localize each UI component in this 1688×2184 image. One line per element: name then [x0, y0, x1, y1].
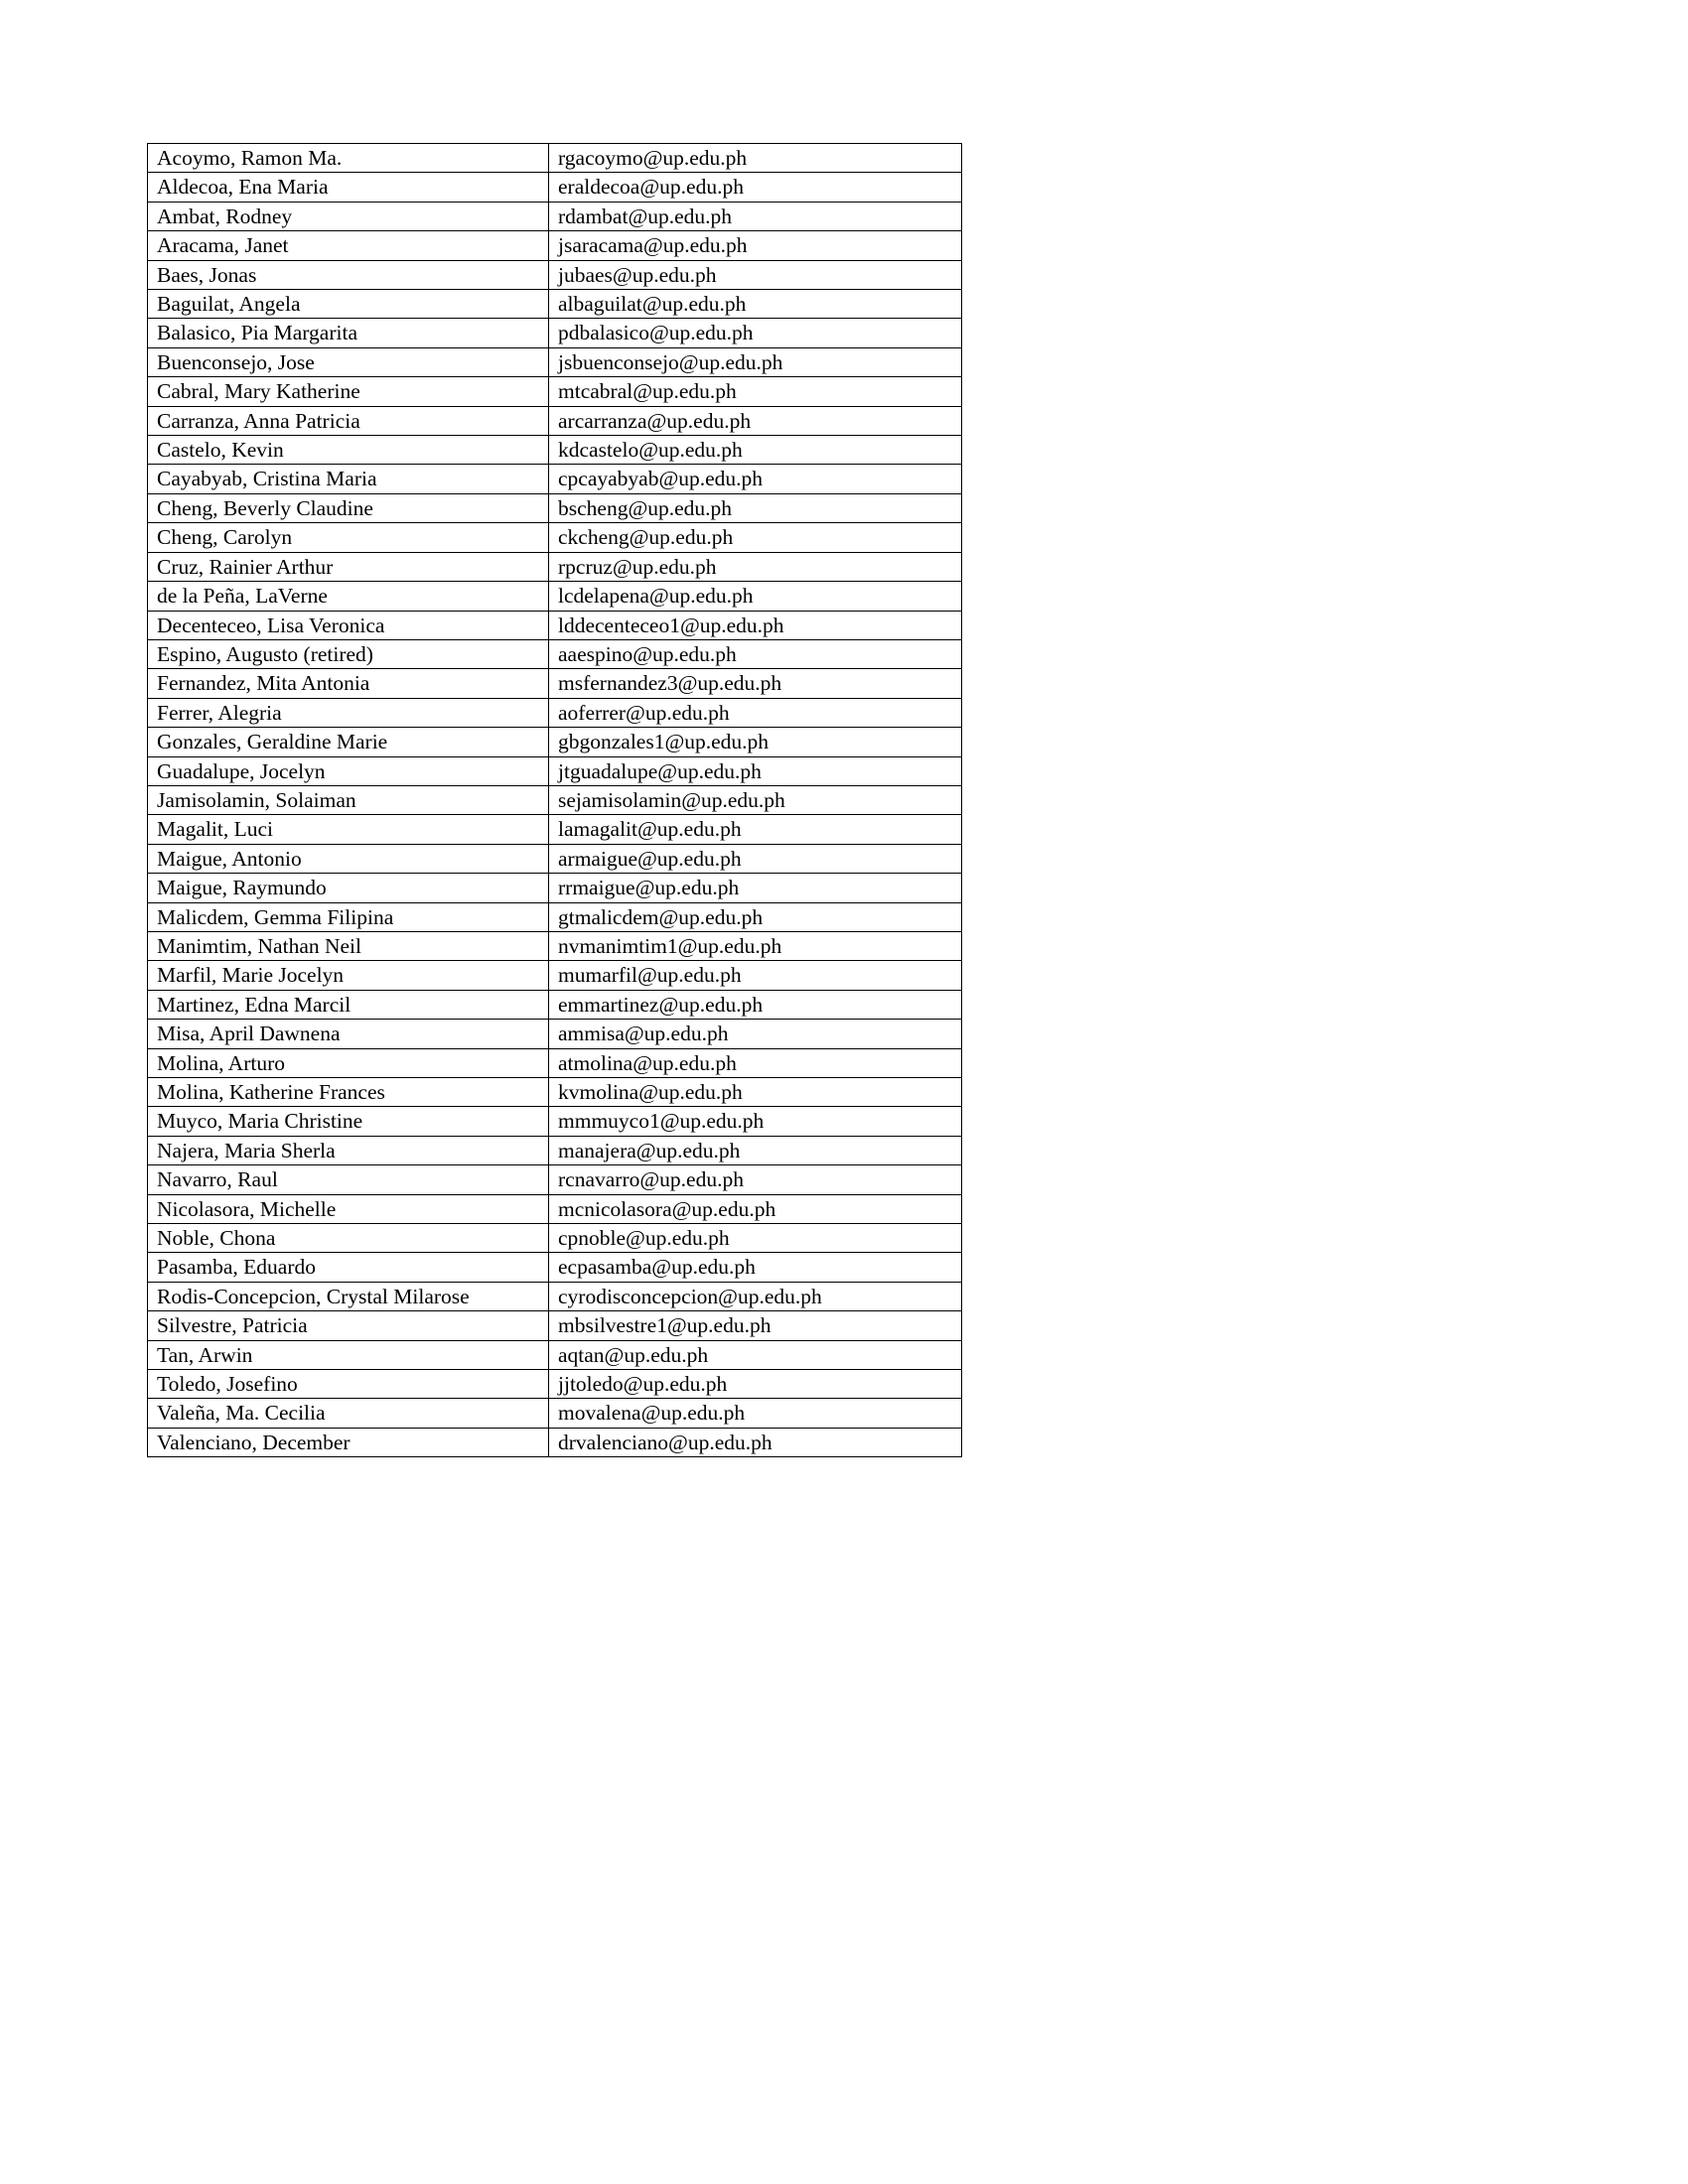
- cell-email-address: rcnavarro@up.edu.ph: [549, 1165, 962, 1194]
- cell-person-name: Maigue, Raymundo: [148, 874, 549, 902]
- cell-email-address: atmolina@up.edu.ph: [549, 1048, 962, 1077]
- cell-person-name: Navarro, Raul: [148, 1165, 549, 1194]
- cell-person-name: Fernandez, Mita Antonia: [148, 669, 549, 698]
- cell-person-name: Baes, Jonas: [148, 260, 549, 289]
- cell-email-address: emmartinez@up.edu.ph: [549, 990, 962, 1019]
- table-row: [148, 756, 962, 785]
- cell-email-address: rgacoymo@up.edu.ph: [549, 144, 962, 173]
- cell-email-address: drvalenciano@up.edu.ph: [549, 1428, 962, 1456]
- table-row: [148, 874, 962, 902]
- cell-person-name: Molina, Arturo: [148, 1048, 549, 1077]
- table-row: [148, 611, 962, 639]
- table-row: [148, 815, 962, 844]
- table-row: [148, 406, 962, 435]
- cell-person-name: Valeña, Ma. Cecilia: [148, 1399, 549, 1428]
- table-body: [148, 144, 962, 1457]
- table-row: [148, 844, 962, 873]
- cell-person-name: Buenconsejo, Jose: [148, 347, 549, 376]
- cell-person-name: Cheng, Beverly Claudine: [148, 493, 549, 522]
- cell-person-name: Molina, Katherine Frances: [148, 1078, 549, 1107]
- table-row: [148, 1048, 962, 1077]
- cell-person-name: Acoymo, Ramon Ma.: [148, 144, 549, 173]
- table-row: [148, 1136, 962, 1164]
- table-row: [148, 785, 962, 814]
- cell-person-name: Gonzales, Geraldine Marie: [148, 728, 549, 756]
- cell-person-name: Cheng, Carolyn: [148, 523, 549, 552]
- cell-email-address: armaigue@up.edu.ph: [549, 844, 962, 873]
- cell-email-address: manajera@up.edu.ph: [549, 1136, 962, 1164]
- cell-email-address: mcnicolasora@up.edu.ph: [549, 1194, 962, 1223]
- table-row: [148, 1165, 962, 1194]
- cell-email-address: aaespino@up.edu.ph: [549, 639, 962, 668]
- cell-email-address: kvmolina@up.edu.ph: [549, 1078, 962, 1107]
- cell-person-name: Cayabyab, Cristina Maria: [148, 465, 549, 493]
- cell-email-address: nvmanimtim1@up.edu.ph: [549, 931, 962, 960]
- table-row: [148, 582, 962, 611]
- cell-person-name: Najera, Maria Sherla: [148, 1136, 549, 1164]
- table-row: [148, 290, 962, 319]
- cell-email-address: jjtoledo@up.edu.ph: [549, 1370, 962, 1399]
- table-row: [148, 1282, 962, 1310]
- cell-email-address: jsbuenconsejo@up.edu.ph: [549, 347, 962, 376]
- cell-person-name: Noble, Chona: [148, 1224, 549, 1253]
- cell-person-name: Pasamba, Eduardo: [148, 1253, 549, 1282]
- cell-email-address: cpnoble@up.edu.ph: [549, 1224, 962, 1253]
- cell-person-name: Maigue, Antonio: [148, 844, 549, 873]
- cell-email-address: cpcayabyab@up.edu.ph: [549, 465, 962, 493]
- cell-email-address: eraldecoa@up.edu.ph: [549, 173, 962, 202]
- cell-email-address: jubaes@up.edu.ph: [549, 260, 962, 289]
- cell-email-address: albaguilat@up.edu.ph: [549, 290, 962, 319]
- cell-email-address: pdbalasico@up.edu.ph: [549, 319, 962, 347]
- table-row: [148, 1311, 962, 1340]
- table-row: [148, 1107, 962, 1136]
- cell-email-address: aqtan@up.edu.ph: [549, 1340, 962, 1369]
- cell-person-name: Malicdem, Gemma Filipina: [148, 902, 549, 931]
- cell-email-address: bscheng@up.edu.ph: [549, 493, 962, 522]
- cell-person-name: Aracama, Janet: [148, 231, 549, 260]
- cell-person-name: Ambat, Rodney: [148, 202, 549, 230]
- cell-person-name: Baguilat, Angela: [148, 290, 549, 319]
- cell-person-name: Cruz, Rainier Arthur: [148, 552, 549, 581]
- table-row: [148, 728, 962, 756]
- cell-email-address: rpcruz@up.edu.ph: [549, 552, 962, 581]
- cell-person-name: Rodis-Concepcion, Crystal Milarose: [148, 1282, 549, 1310]
- table-row: [148, 173, 962, 202]
- cell-email-address: movalena@up.edu.ph: [549, 1399, 962, 1428]
- cell-person-name: Espino, Augusto (retired): [148, 639, 549, 668]
- cell-person-name: Aldecoa, Ena Maria: [148, 173, 549, 202]
- cell-email-address: aoferrer@up.edu.ph: [549, 698, 962, 727]
- cell-email-address: lamagalit@up.edu.ph: [549, 815, 962, 844]
- table-row: [148, 552, 962, 581]
- cell-email-address: gtmalicdem@up.edu.ph: [549, 902, 962, 931]
- table-row: [148, 377, 962, 406]
- table-row: [148, 260, 962, 289]
- cell-person-name: Tan, Arwin: [148, 1340, 549, 1369]
- table-row: [148, 1078, 962, 1107]
- table-row: [148, 1253, 962, 1282]
- cell-person-name: Balasico, Pia Margarita: [148, 319, 549, 347]
- table-row: [148, 961, 962, 990]
- table-row: [148, 465, 962, 493]
- cell-email-address: lddecenteceo1@up.edu.ph: [549, 611, 962, 639]
- cell-person-name: Castelo, Kevin: [148, 436, 549, 465]
- cell-email-address: mtcabral@up.edu.ph: [549, 377, 962, 406]
- cell-person-name: Nicolasora, Michelle: [148, 1194, 549, 1223]
- cell-email-address: msfernandez3@up.edu.ph: [549, 669, 962, 698]
- table-row: [148, 144, 962, 173]
- cell-person-name: Guadalupe, Jocelyn: [148, 756, 549, 785]
- cell-email-address: cyrodisconcepcion@up.edu.ph: [549, 1282, 962, 1310]
- table-row: [148, 902, 962, 931]
- cell-person-name: Marfil, Marie Jocelyn: [148, 961, 549, 990]
- table-row: [148, 698, 962, 727]
- table-row: [148, 669, 962, 698]
- table-row: [148, 990, 962, 1019]
- table-row: [148, 1428, 962, 1456]
- cell-email-address: mbsilvestre1@up.edu.ph: [549, 1311, 962, 1340]
- table-row: [148, 639, 962, 668]
- cell-email-address: mumarfil@up.edu.ph: [549, 961, 962, 990]
- table-row: [148, 436, 962, 465]
- cell-email-address: ecpasamba@up.edu.ph: [549, 1253, 962, 1282]
- cell-person-name: Misa, April Dawnena: [148, 1020, 549, 1048]
- cell-email-address: kdcastelo@up.edu.ph: [549, 436, 962, 465]
- table-row: [148, 1194, 962, 1223]
- cell-email-address: sejamisolamin@up.edu.ph: [549, 785, 962, 814]
- table-row: [148, 1340, 962, 1369]
- cell-person-name: de la Peña, LaVerne: [148, 582, 549, 611]
- table-row: [148, 1399, 962, 1428]
- cell-email-address: arcarranza@up.edu.ph: [549, 406, 962, 435]
- cell-email-address: rdambat@up.edu.ph: [549, 202, 962, 230]
- faculty-directory-table: [147, 143, 962, 1457]
- table-row: [148, 1370, 962, 1399]
- table-row: [148, 1020, 962, 1048]
- table-row: [148, 931, 962, 960]
- cell-person-name: Toledo, Josefino: [148, 1370, 549, 1399]
- cell-person-name: Manimtim, Nathan Neil: [148, 931, 549, 960]
- cell-person-name: Jamisolamin, Solaiman: [148, 785, 549, 814]
- table-row: [148, 523, 962, 552]
- cell-email-address: mmmuyco1@up.edu.ph: [549, 1107, 962, 1136]
- cell-email-address: rrmaigue@up.edu.ph: [549, 874, 962, 902]
- cell-email-address: gbgonzales1@up.edu.ph: [549, 728, 962, 756]
- cell-person-name: Carranza, Anna Patricia: [148, 406, 549, 435]
- cell-person-name: Martinez, Edna Marcil: [148, 990, 549, 1019]
- table-row: [148, 1224, 962, 1253]
- table-row: [148, 347, 962, 376]
- cell-email-address: ammisa@up.edu.ph: [549, 1020, 962, 1048]
- cell-person-name: Magalit, Luci: [148, 815, 549, 844]
- cell-email-address: jsaracama@up.edu.ph: [549, 231, 962, 260]
- cell-email-address: ckcheng@up.edu.ph: [549, 523, 962, 552]
- table-row: [148, 202, 962, 230]
- cell-person-name: Decenteceo, Lisa Veronica: [148, 611, 549, 639]
- cell-email-address: lcdelapena@up.edu.ph: [549, 582, 962, 611]
- cell-person-name: Silvestre, Patricia: [148, 1311, 549, 1340]
- cell-person-name: Cabral, Mary Katherine: [148, 377, 549, 406]
- cell-person-name: Ferrer, Alegria: [148, 698, 549, 727]
- table-row: [148, 319, 962, 347]
- cell-person-name: Muyco, Maria Christine: [148, 1107, 549, 1136]
- cell-person-name: Valenciano, December: [148, 1428, 549, 1456]
- table-row: [148, 231, 962, 260]
- cell-email-address: jtguadalupe@up.edu.ph: [549, 756, 962, 785]
- table-row: [148, 493, 962, 522]
